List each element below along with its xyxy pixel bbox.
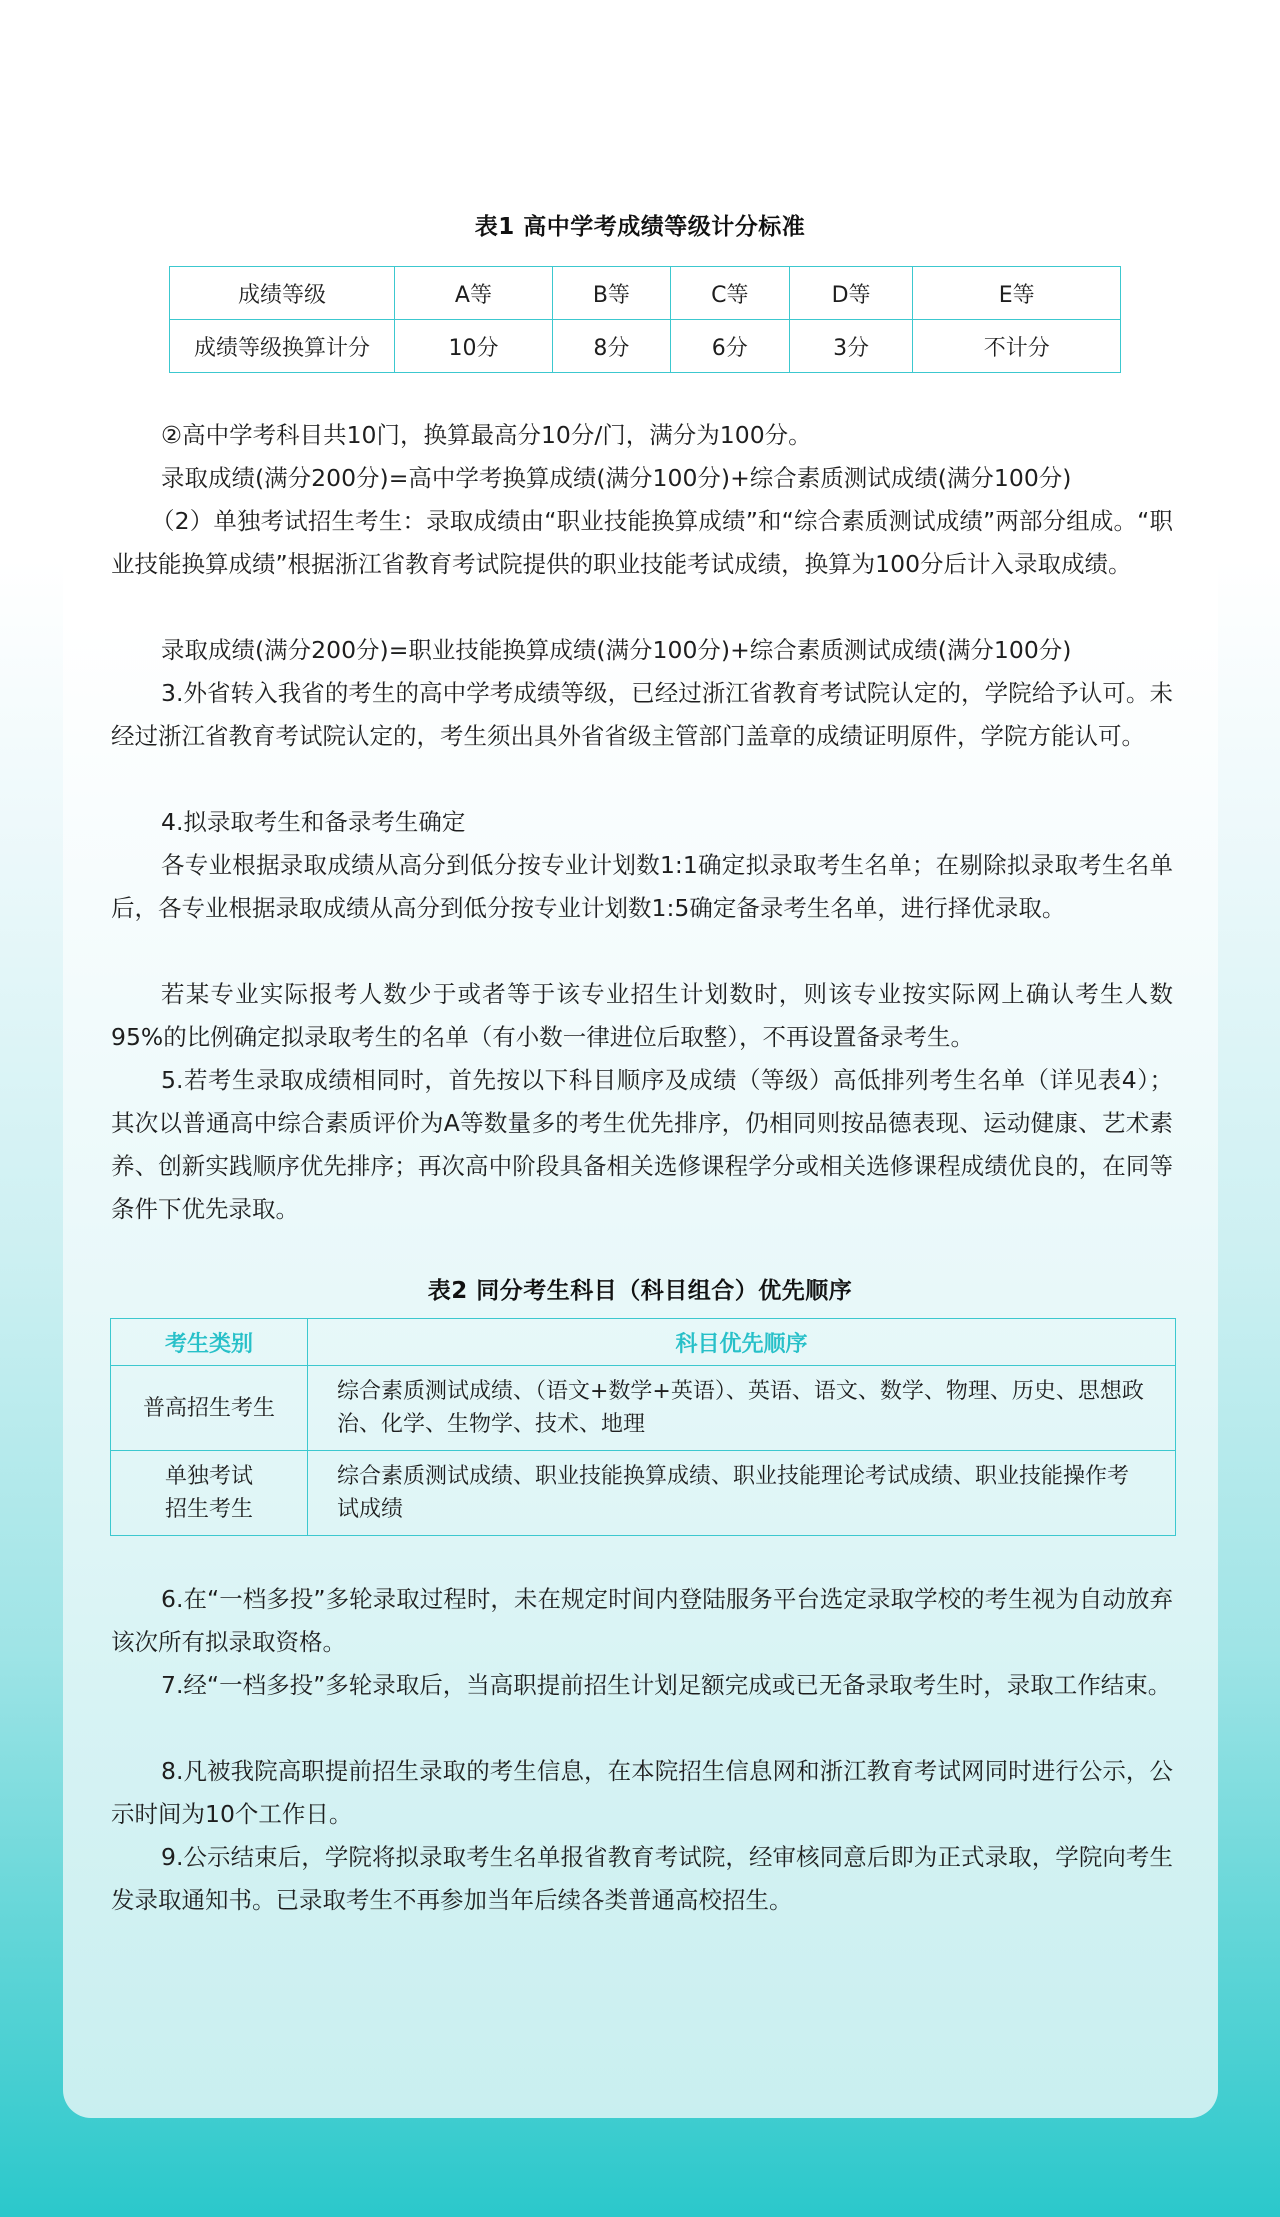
table-row	[111, 1319, 1176, 1366]
table1-header-cell: B等	[552, 267, 670, 320]
paragraph: 6.在“一档多投”多轮录取过程时，未在规定时间内登陆服务平台选定录取学校的考生视为自动放弃该次所有拟录取资格。	[111, 1585, 1173, 1656]
table1-title: 表1 高中学考成绩等级计分标准	[474, 214, 806, 240]
table1-cell: 10分	[395, 320, 553, 373]
table1-header-cell: A等	[395, 267, 553, 320]
table1-header-cell: E等	[913, 267, 1121, 320]
table1-cell: 6分	[670, 320, 789, 373]
table1-header-cell: D等	[789, 267, 913, 320]
paragraph: （2）单独考试招生考生：录取成绩由“职业技能换算成绩”和“综合素质测试成绩”两部分组成。“职业技能换算成绩”根据浙江省教育考试院提供的职业技能考试成绩，换算为100分后计入录取成绩。	[111, 507, 1173, 578]
table-row	[170, 320, 1121, 373]
category-cell	[111, 1451, 308, 1536]
table1-header-cell: C等	[670, 267, 789, 320]
category-line: 招生考生	[164, 1497, 253, 1522]
priority-order-table	[110, 1318, 1176, 1536]
table-row	[111, 1451, 1176, 1536]
table-row	[111, 1366, 1176, 1451]
table1-header-cell: 成绩等级	[170, 267, 395, 320]
table1-cell: 成绩等级换算计分	[170, 320, 395, 373]
paragraph: 若某专业实际报考人数少于或者等于该专业招生计划数时，则该专业按实际网上确认考生人数95%的比例确定拟录取考生的名单（有小数一律进位后取整），不再设置备录考生。	[111, 980, 1173, 1051]
category-line: 单独考试	[164, 1464, 253, 1489]
paragraph: 录取成绩(满分200分)=高中学考换算成绩(满分100分)+综合素质测试成绩(满分100分)	[161, 464, 1072, 492]
table2-header-cell: 考生类别	[111, 1319, 308, 1366]
table2-title: 表2 同分考生科目（科目组合）优先顺序	[427, 1278, 853, 1304]
sequence-cell: 综合素质测试成绩、职业技能换算成绩、职业技能理论考试成绩、职业技能操作考试成绩	[308, 1451, 1176, 1536]
table1-cell: 3分	[789, 320, 913, 373]
paragraph: 9.公示结束后，学院将拟录取考生名单报省教育考试院，经审核同意后即为正式录取，学院向考生发录取通知书。已录取考生不再参加当年后续各类普通高校招生。	[111, 1843, 1173, 1914]
paragraph: 7.经“一档多投”多轮录取后，当高职提前招生计划足额完成或已无备录取考生时，录取工作结束。	[161, 1671, 1172, 1699]
paragraph: 3.外省转入我省的考生的高中学考成绩等级，已经过浙江省教育考试院认定的，学院给予认可。未经过浙江省教育考试院认定的，考生须出具外省省级主管部门盖章的成绩证明原件，学院方能认可。	[111, 679, 1173, 750]
paragraph: 各专业根据录取成绩从高分到低分按专业计划数1:1确定拟录取考生名单；在剔除拟录取考生名单后，各专业根据录取成绩从高分到低分按专业计划数1:5确定备录考生名单，进行择优录取。	[111, 851, 1173, 922]
table1-cell: 8分	[552, 320, 670, 373]
grade-score-table	[169, 266, 1121, 373]
table2-header-cell: 科目优先顺序	[308, 1319, 1176, 1366]
paragraph: 录取成绩(满分200分)=职业技能换算成绩(满分100分)+综合素质测试成绩(满分100分)	[161, 636, 1072, 664]
paragraph: 8.凡被我院高职提前招生录取的考生信息，在本院招生信息网和浙江教育考试网同时进行公示，公示时间为10个工作日。	[111, 1757, 1173, 1828]
paragraph: 4.拟录取考生和备录考生确定	[161, 808, 466, 836]
table1-cell: 不计分	[913, 320, 1121, 373]
table-row	[170, 267, 1121, 320]
paragraph: ②高中学考科目共10门，换算最高分10分/门，满分为100分。	[161, 421, 812, 449]
sequence-cell: 综合素质测试成绩、（语文+数学+英语）、英语、语文、数学、物理、历史、思想政治、化学、生物学、技术、地理	[308, 1366, 1176, 1451]
paragraph: 5.若考生录取成绩相同时，首先按以下科目顺序及成绩（等级）高低排列考生名单（详见表4）；其次以普通高中综合素质评价为A等数量多的考生优先排序，仍相同则按品德表现、运动健康、艺术素养、创新实践顺序优先排序；再次高中阶段具备相关选修课程学分或相关选修课程成绩优良的，在同等条件下优先录取。	[111, 1066, 1173, 1223]
category-cell: 普高招生考生	[111, 1366, 308, 1451]
